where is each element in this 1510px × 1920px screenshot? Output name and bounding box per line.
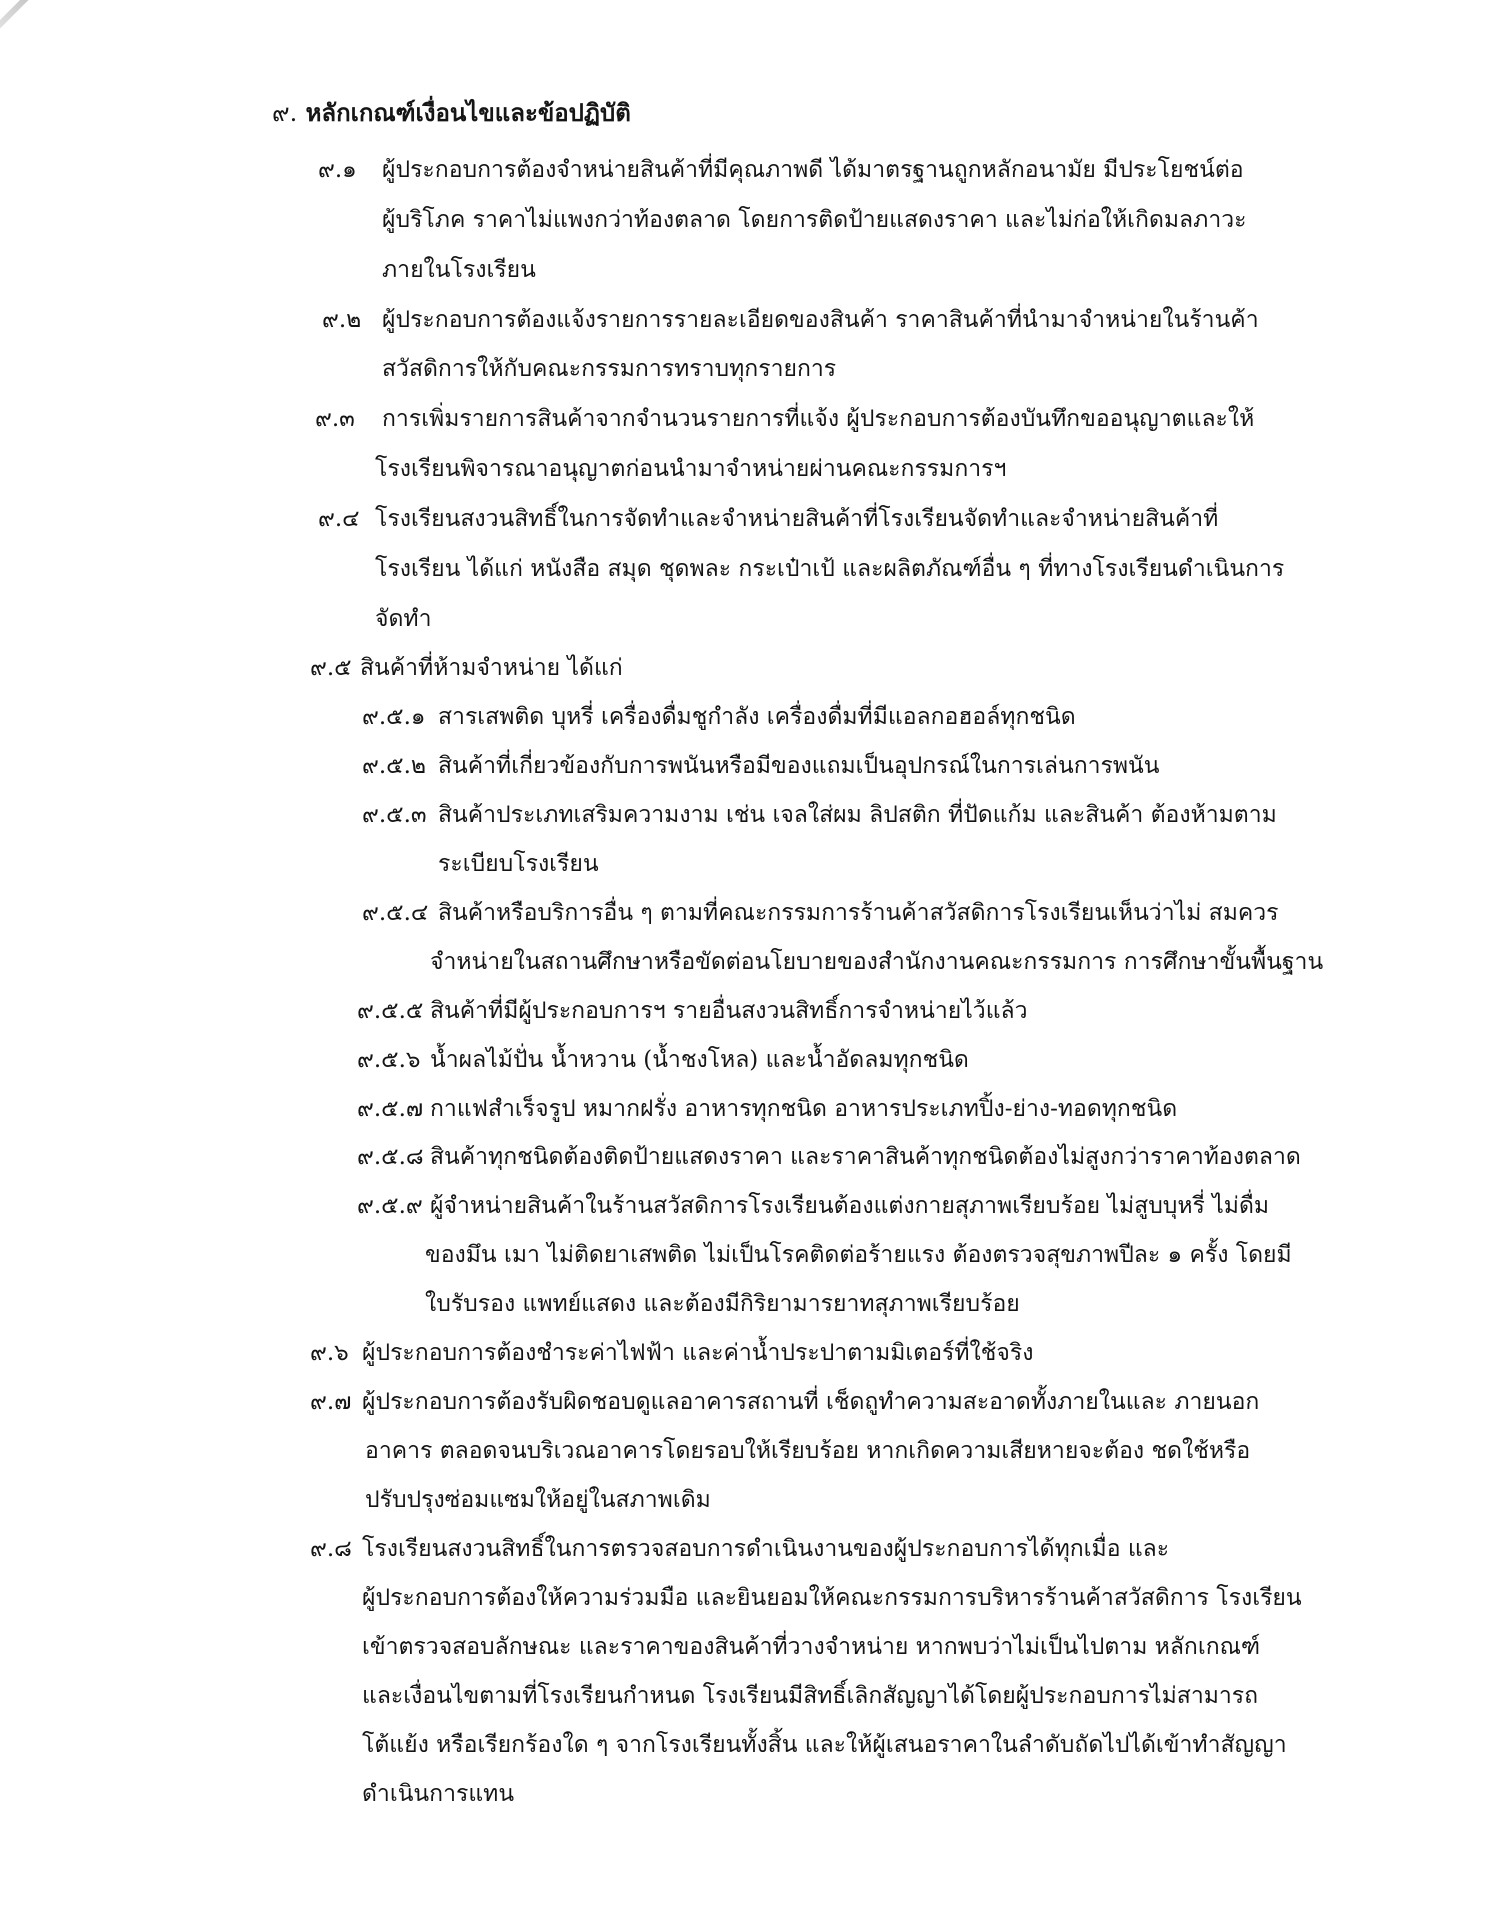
section-heading	[272, 98, 631, 128]
item-9-5-4-number: ๙.๕.๔	[362, 900, 429, 926]
item-9-3-number: ๙.๓	[315, 406, 355, 432]
item-9-2-line: สวัสดิการให้กับคณะกรรมการทราบทุกรายการ	[382, 356, 837, 382]
item-9-5-4-line: สินค้าหรือบริการอื่น ๆ ตามที่คณะกรรมการร้านค้าสวัสดิการโรงเรียนเห็นว่าไม่ สมควร	[438, 900, 1279, 926]
item-9-6-number: ๙.๖	[310, 1340, 349, 1366]
item-9-5-1-line: สารเสพติด บุหรี่ เครื่องดื่มชูกำลัง เครื่องดื่มที่มีแอลกอฮอล์ทุกชนิด	[438, 704, 1076, 730]
item-9-5-9-number: ๙.๕.๙	[357, 1193, 423, 1219]
item-9-2-line: ผู้ประกอบการต้องแจ้งรายการรายละเอียดของสินค้า ราคาสินค้าที่นำมาจำหน่ายในร้านค้า	[382, 307, 1259, 333]
item-9-4-line: โรงเรียนสงวนสิทธิ์ในการจัดทำและจำหน่ายสินค้าที่โรงเรียนจัดทำและจำหน่ายสินค้าที่	[375, 506, 1219, 532]
item-9-5-line: สินค้าที่ห้ามจำหน่าย ได้แก่	[360, 655, 623, 681]
item-9-1-line: ผู้บริโภค ราคาไม่แพงกว่าท้องตลาด โดยการติดป้ายแสดงราคา และไม่ก่อให้เกิดมลภาวะ	[382, 207, 1247, 233]
item-9-5-3-line: สินค้าประเภทเสริมความงาม เช่น เจลใส่ผม ลิปสติก ที่ปัดแก้ม และสินค้า ต้องห้ามตาม	[438, 802, 1277, 828]
item-9-7-line: อาคาร ตลอดจนบริเวณอาคารโดยรอบให้เรียบร้อย หากเกิดความเสียหายจะต้อง ชดใช้หรือ	[365, 1438, 1251, 1464]
item-9-8-line: โรงเรียนสงวนสิทธิ์ในการตรวจสอบการดำเนินงานของผู้ประกอบการได้ทุกเมื่อ และ	[362, 1536, 1170, 1562]
item-9-5-1-number: ๙.๕.๑	[362, 704, 426, 730]
item-9-5-8-number: ๙.๕.๘	[357, 1144, 424, 1170]
item-9-8-line: ดำเนินการแทน	[362, 1781, 515, 1807]
item-9-3-line: โรงเรียนพิจารณาอนุญาตก่อนนำมาจำหน่ายผ่านคณะกรรมการฯ	[375, 456, 1007, 482]
item-9-4-number: ๙.๔	[318, 506, 360, 532]
item-9-6-line: ผู้ประกอบการต้องชำระค่าไฟฟ้า และค่าน้ำประปาตามมิเตอร์ที่ใช้จริง	[362, 1340, 1034, 1366]
item-9-8-number: ๙.๘	[310, 1536, 352, 1562]
item-9-8-line: ผู้ประกอบการต้องให้ความร่วมมือ และยินยอมให้คณะกรรมการบริหารร้านค้าสวัสดิการ โรงเรียน	[362, 1585, 1302, 1611]
item-9-5-2-line: สินค้าที่เกี่ยวข้องกับการพนันหรือมีของแถมเป็นอุปกรณ์ในการเล่นการพนัน	[438, 753, 1160, 779]
section-number: ๙.	[272, 99, 298, 127]
item-9-5-5-number: ๙.๕.๕	[357, 998, 424, 1024]
item-9-5-3-line: ระเบียบโรงเรียน	[438, 851, 599, 877]
item-9-5-3-number: ๙.๕.๓	[362, 802, 427, 828]
item-9-5-6-number: ๙.๕.๖	[357, 1047, 421, 1073]
section-title: หลักเกณฑ์เงื่อนไขและข้อปฏิบัติ	[305, 98, 631, 127]
item-9-2-number: ๙.๒	[322, 307, 362, 333]
item-9-5-7-line: กาแฟสำเร็จรูป หมากฝรั่ง อาหารทุกชนิด อาหารประเภทปิ้ง-ย่าง-ทอดทุกชนิด	[430, 1096, 1178, 1122]
item-9-4-line: จัดทำ	[375, 606, 432, 632]
item-9-5-6-line: น้ำผลไม้ปั่น น้ำหวาน (น้ำชงโหล) และน้ำอัดลมทุกชนิด	[430, 1047, 969, 1073]
item-9-5-8-line: สินค้าทุกชนิดต้องติดป้ายแสดงราคา และราคาสินค้าทุกชนิดต้องไม่สูงกว่าราคาท้องตลาด	[430, 1144, 1301, 1170]
item-9-4-line: โรงเรียน ได้แก่ หนังสือ สมุด ชุดพละ กระเป๋าเป้ และผลิตภัณฑ์อื่น ๆ ที่ทางโรงเรียนดำเนินการ	[375, 556, 1285, 582]
item-9-5-9-line: ผู้จำหน่ายสินค้าในร้านสวัสดิการโรงเรียนต้องแต่งกายสุภาพเรียบร้อย ไม่สูบบุหรี่ ไม่ดื่ม	[430, 1193, 1270, 1219]
item-9-5-9-line: ของมึน เมา ไม่ติดยาเสพติด ไม่เป็นโรคติดต่อร้ายแรง ต้องตรวจสุขภาพปีละ ๑ ครั้ง โดยมี	[425, 1242, 1292, 1268]
item-9-1-number: ๙.๑	[318, 157, 357, 183]
item-9-8-line: และเงื่อนไขตามที่โรงเรียนกำหนด โรงเรียนมีสิทธิ์เลิกสัญญาได้โดยผู้ประกอบการไม่สามารถ	[362, 1683, 1259, 1709]
item-9-5-number: ๙.๕	[310, 655, 352, 681]
item-9-5-7-number: ๙.๕.๗	[357, 1096, 424, 1122]
scan-edge-shadow	[0, 0, 148, 64]
item-9-1-line: ภายในโรงเรียน	[382, 257, 536, 283]
item-9-8-line: โต้แย้ง หรือเรียกร้องใด ๆ จากโรงเรียนทั้งสิ้น และให้ผู้เสนอราคาในลำดับถัดไปได้เข้าทำสัญญา	[362, 1732, 1287, 1758]
item-9-3-line: การเพิ่มรายการสินค้าจากจำนวนรายการที่แจ้ง ผู้ประกอบการต้องบันทึกขออนุญาตและให้	[382, 406, 1255, 432]
item-9-1-line: ผู้ประกอบการต้องจำหน่ายสินค้าที่มีคุณภาพดี ได้มาตรฐานถูกหลักอนามัย มีประโยชน์ต่อ	[382, 157, 1244, 183]
item-9-8-line: เข้าตรวจสอบลักษณะ และราคาของสินค้าที่วางจำหน่าย หากพบว่าไม่เป็นไปตาม หลักเกณฑ์	[362, 1634, 1261, 1660]
item-9-5-2-number: ๙.๕.๒	[362, 753, 427, 779]
item-9-7-number: ๙.๗	[310, 1389, 352, 1415]
item-9-5-5-line: สินค้าที่มีผู้ประกอบการฯ รายอื่นสงวนสิทธิ์การจำหน่ายไว้แล้ว	[430, 998, 1028, 1024]
item-9-5-9-line: ใบรับรอง แพทย์แสดง และต้องมีกิริยามารยาทสุภาพเรียบร้อย	[425, 1291, 1020, 1317]
item-9-5-4-line: จำหน่ายในสถานศึกษาหรือขัดต่อนโยบายของสำนักงานคณะกรรมการ การศึกษาขั้นพื้นฐาน	[430, 949, 1324, 975]
item-9-7-line: ปรับปรุงซ่อมแซมให้อยู่ในสภาพเดิม	[365, 1487, 711, 1513]
item-9-7-line: ผู้ประกอบการต้องรับผิดชอบดูแลอาคารสถานที่ เช็ดถูทำความสะอาดทั้งภายในและ ภายนอก	[362, 1389, 1260, 1415]
